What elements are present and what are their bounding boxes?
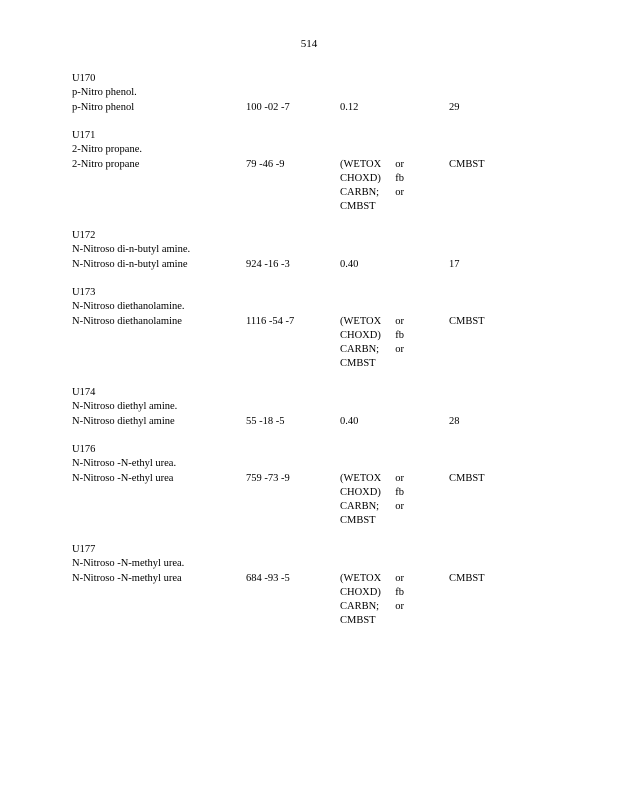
waste-code: U174 (72, 387, 96, 398)
waste-entry (72, 443, 592, 527)
standard-value: 29 (449, 101, 460, 113)
page-number: 514 (300, 38, 318, 50)
waste-description: N-Nitroso di-n-butyl amine. (72, 244, 191, 256)
waste-entry (72, 386, 592, 429)
technology-line (340, 572, 404, 586)
waste-description: N-Nitroso -N-ethyl urea. (72, 458, 177, 470)
constituent-name: N-Nitroso diethyl amine (72, 415, 175, 427)
standard-value: CMBST (449, 572, 485, 584)
technology-term: CARBN; (340, 344, 380, 356)
technology-code (340, 315, 404, 372)
waste-description: N-Nitroso diethanolamine. (72, 301, 185, 313)
constituent-row (72, 258, 592, 272)
cas-number: 100 -02 -7 (246, 101, 290, 113)
waste-description: N-Nitroso -N-methyl urea. (72, 558, 185, 570)
technology-connector: fb (395, 329, 404, 341)
technology-connector: or (395, 572, 404, 584)
technology-term: CHOXD) (340, 172, 381, 184)
technology-line (340, 586, 404, 600)
cas-number: 55 -18 -5 (246, 415, 285, 427)
technology-term: CMBST (340, 515, 376, 527)
waste-description: N-Nitroso diethyl amine. (72, 401, 178, 413)
waste-code: U172 (72, 230, 96, 241)
waste-description: 2-Nitro propane. (72, 144, 142, 156)
technology-line (340, 186, 404, 200)
technology-term: CARBN; (340, 501, 380, 513)
waste-entry (72, 543, 592, 627)
cas-number: 684 -93 -5 (246, 572, 290, 584)
technology-line (340, 614, 404, 628)
constituent-name: N-Nitroso -N-ethyl urea (72, 472, 174, 484)
concentration-value: 0.40 (340, 258, 359, 270)
technology-connector: or (395, 344, 404, 356)
technology-line (340, 200, 404, 214)
technology-term: CARBN; (340, 187, 380, 199)
constituent-name: N-Nitroso diethanolamine (72, 315, 182, 327)
technology-term: CMBST (340, 358, 376, 370)
waste-entry (72, 72, 592, 115)
constituent-row (72, 101, 592, 115)
cas-number: 924 -16 -3 (246, 258, 290, 270)
constituent-row (72, 472, 592, 527)
waste-code: U177 (72, 544, 96, 555)
technology-line (340, 472, 404, 486)
technology-line (340, 500, 404, 514)
technology-line (340, 357, 404, 371)
constituent-name: N-Nitroso -N-methyl urea (72, 572, 182, 584)
technology-connector: or (395, 187, 404, 199)
technology-term: CMBST (340, 615, 376, 627)
technology-line (340, 315, 404, 329)
cas-number: 759 -73 -9 (246, 472, 290, 484)
technology-term: (WETOX (340, 158, 382, 170)
constituent-row (72, 572, 592, 627)
waste-code: U173 (72, 287, 96, 298)
waste-description: p-Nitro phenol. (72, 87, 137, 99)
technology-term: CARBN; (340, 601, 380, 613)
technology-connector: or (395, 601, 404, 613)
standard-value: CMBST (449, 158, 485, 170)
technology-code (340, 158, 404, 215)
constituent-name: p-Nitro phenol (72, 101, 135, 113)
technology-line (340, 172, 404, 186)
technology-term: (WETOX (340, 472, 382, 484)
technology-connector: fb (395, 172, 404, 184)
standard-value: CMBST (449, 472, 485, 484)
standard-value: 28 (449, 415, 460, 427)
technology-term: CMBST (340, 201, 376, 213)
concentration-value: 0.40 (340, 415, 359, 427)
technology-line (340, 600, 404, 614)
cas-number: 79 -46 -9 (246, 158, 285, 170)
technology-connector: or (395, 501, 404, 513)
constituent-name: 2-Nitro propane (72, 158, 140, 170)
technology-code (340, 572, 404, 629)
technology-connector: fb (395, 486, 404, 498)
waste-code: U176 (72, 444, 96, 455)
technology-line (340, 343, 404, 357)
technology-code (340, 472, 404, 529)
cas-number: 1116 -54 -7 (246, 315, 295, 327)
technology-term: (WETOX (340, 315, 382, 327)
standard-value: CMBST (449, 315, 485, 327)
waste-entry (72, 129, 592, 213)
technology-connector: or (395, 158, 404, 170)
waste-entry (72, 286, 592, 370)
constituent-row (72, 415, 592, 429)
standard-value: 17 (449, 258, 460, 270)
waste-code: U171 (72, 130, 96, 141)
constituent-name: N-Nitroso di-n-butyl amine (72, 258, 188, 270)
technology-line (340, 329, 404, 343)
technology-term: CHOXD) (340, 486, 381, 498)
technology-connector: or (395, 315, 404, 327)
waste-code: U170 (72, 73, 96, 84)
technology-connector: fb (395, 586, 404, 598)
technology-line (340, 514, 404, 528)
constituent-row (72, 158, 592, 213)
waste-entry (72, 229, 592, 272)
technology-term: CHOXD) (340, 586, 381, 598)
technology-term: CHOXD) (340, 329, 381, 341)
technology-line (340, 486, 404, 500)
technology-connector: or (395, 472, 404, 484)
technology-line (340, 158, 404, 172)
technology-term: (WETOX (340, 572, 382, 584)
concentration-value: 0.12 (340, 101, 359, 113)
constituent-row (72, 315, 592, 370)
